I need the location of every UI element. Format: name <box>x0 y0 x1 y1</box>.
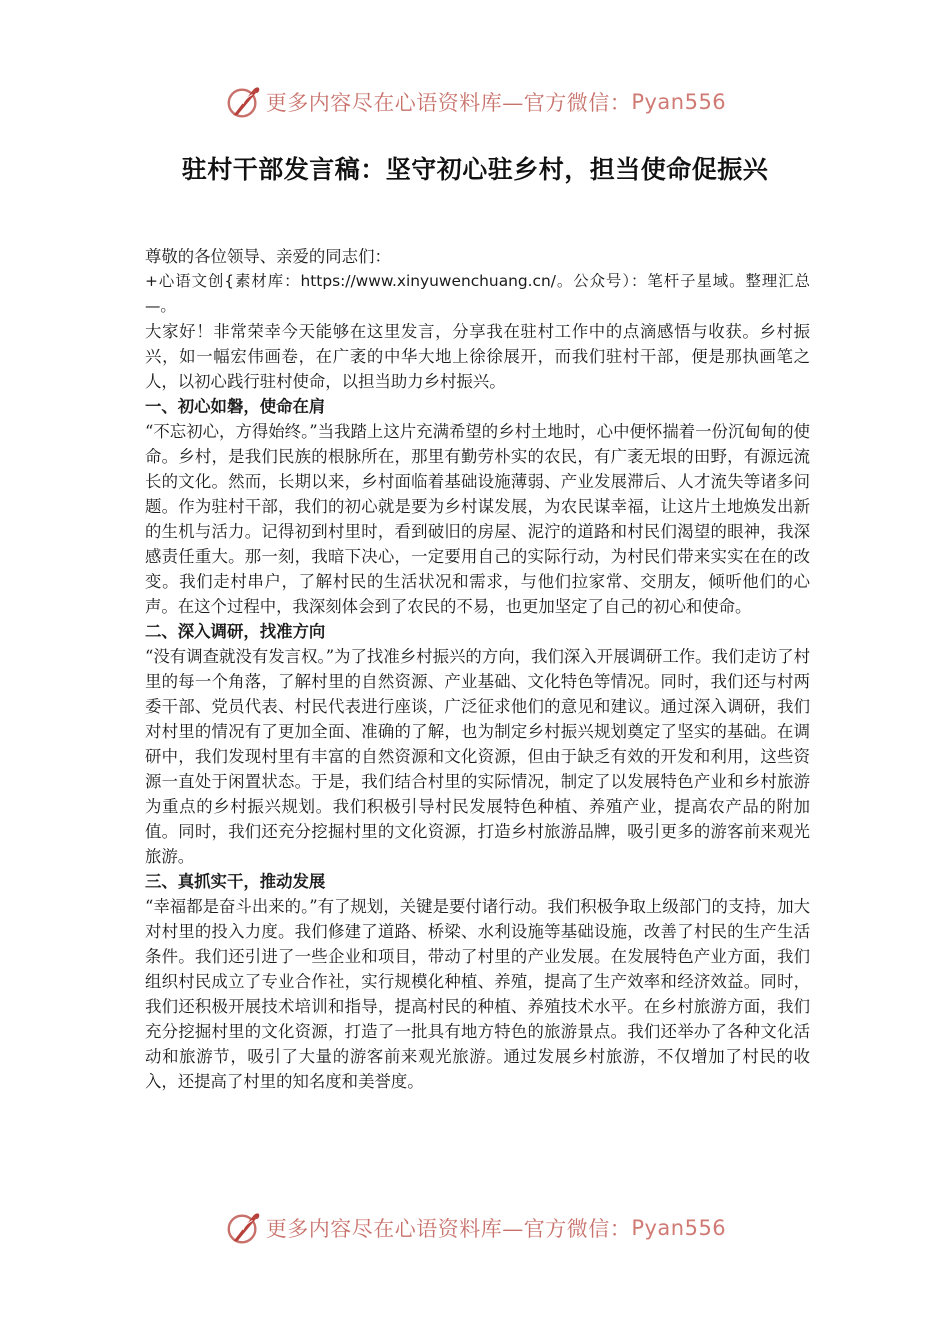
section-paragraph: “幸福都是奋斗出来的。”有了规划，关键是要付诸行动。我们积极争取上级部门的支持，加大对村里的投入力度。我们修建了道路、桥梁、水利设施等基础设施，改善了村民的生产生活条件。我们还引进了一些企业和项目，带动了村里的产业发展。在发展特色产业方面，我们组织村民成立了专业合作社，实行规模化种植、养殖，提高了生产效率和经济效益。同时，我们还积极开展技术培训和指导，提高村民的种植、养殖技术水平。在乡村旅游方面，我们充分挖掘村里的文化资源，打造了一批具有地方特色的旅游景点。我们还举办了各种文化活动和旅游节，吸引了大量的游客前来观光旅游。通过发展乡村旅游，不仅增加了村民的收入，还提高了村里的知名度和美誉度。 <box>145 897 810 1091</box>
page-title: 驻村干部发言稿：坚守初心驻乡村，担当使命促振兴 <box>181 155 769 184</box>
banner-text: 更多内容尽在心语资料库—官方微信： <box>265 91 632 115</box>
banner-text: 更多内容尽在心语资料库—官方微信： <box>265 1217 632 1241</box>
header-banner <box>0 82 950 122</box>
greeting: 尊敬的各位领导、亲爱的同志们： <box>145 247 391 266</box>
section-paragraph: “没有调查就没有发言权。”为了找准乡村振兴的方向，我们深入开展调研工作。我们走访了村里的每一个角落，了解村里的自然资源、产业基础、文化特色等情况。同时，我们还与村两委干部、党员代表、村民代表进行座谈，广泛征求他们的意见和建议。通过深入调研，我们对村里的情况有了更加全面、准确的了解，也为制定乡村振兴规划奠定了坚实的基础。在调研中，我们发现村里有丰富的自然资源和文化资源，但由于缺乏有效的开发和利用，这些资源一直处于闲置状态。于是，我们结合村里的实际情况，制定了以发展特色产业和乡村旅游为重点的乡村振兴规划。我们积极引导村民发展特色种植、养殖产业，提高农产品的附加值。同时，我们还充分挖掘村里的文化资源，打造乡村旅游品牌，吸引更多的游客前来观光旅游。 <box>145 647 810 866</box>
wechat-id: Pyan556 <box>631 1216 727 1240</box>
intro-paragraph: 大家好！非常荣幸今天能够在这里发言，分享我在驻村工作中的点滴感悟与收获。乡村振兴，如一幅宏伟画卷，在广袤的中华大地上徐徐展开，而我们驻村干部，便是那执画笔之人，以初心践行驻村使命，以担当助力乡村振兴。 <box>145 322 810 391</box>
document-body <box>145 244 810 1094</box>
section-heading: 三、真抓实干，推动发展 <box>145 872 326 891</box>
footer-banner <box>0 1208 950 1248</box>
quill-pen-icon <box>224 1209 262 1247</box>
wechat-id: Pyan556 <box>631 90 727 114</box>
section-heading: 二、深入调研，找准方向 <box>145 622 326 641</box>
source-note: +心语文创{素材库：https://www.xinyuwenchuang.cn/。公众号）：笔杆子星域。整理汇总—。 <box>145 272 810 315</box>
section-paragraph: “不忘初心，方得始终。”当我踏上这片充满希望的乡村土地时，心中便怀揣着一份沉甸甸的使命。乡村，是我们民族的根脉所在，那里有勤劳朴实的农民，有广袤无垠的田野，有源远流长的文化。然而，长期以来，乡村面临着基础设施薄弱、产业发展滞后、人才流失等诸多问题。作为驻村干部，我们的初心就是要为乡村谋发展，为农民谋幸福，让这片土地焕发出新的生机与活力。记得初到村里时，看到破旧的房屋、泥泞的道路和村民们渴望的眼神，我深感责任重大。那一刻，我暗下决心，一定要用自己的实际行动，为村民们带来实实在在的改变。我们走村串户，了解村民的生活状况和需求，与他们拉家常、交朋友，倾听他们的心声。在这个过程中，我深刻体会到了农民的不易，也更加坚定了自己的初心和使命。 <box>145 422 810 616</box>
quill-pen-icon <box>224 83 262 121</box>
section-heading: 一、初心如磐，使命在肩 <box>145 397 326 416</box>
